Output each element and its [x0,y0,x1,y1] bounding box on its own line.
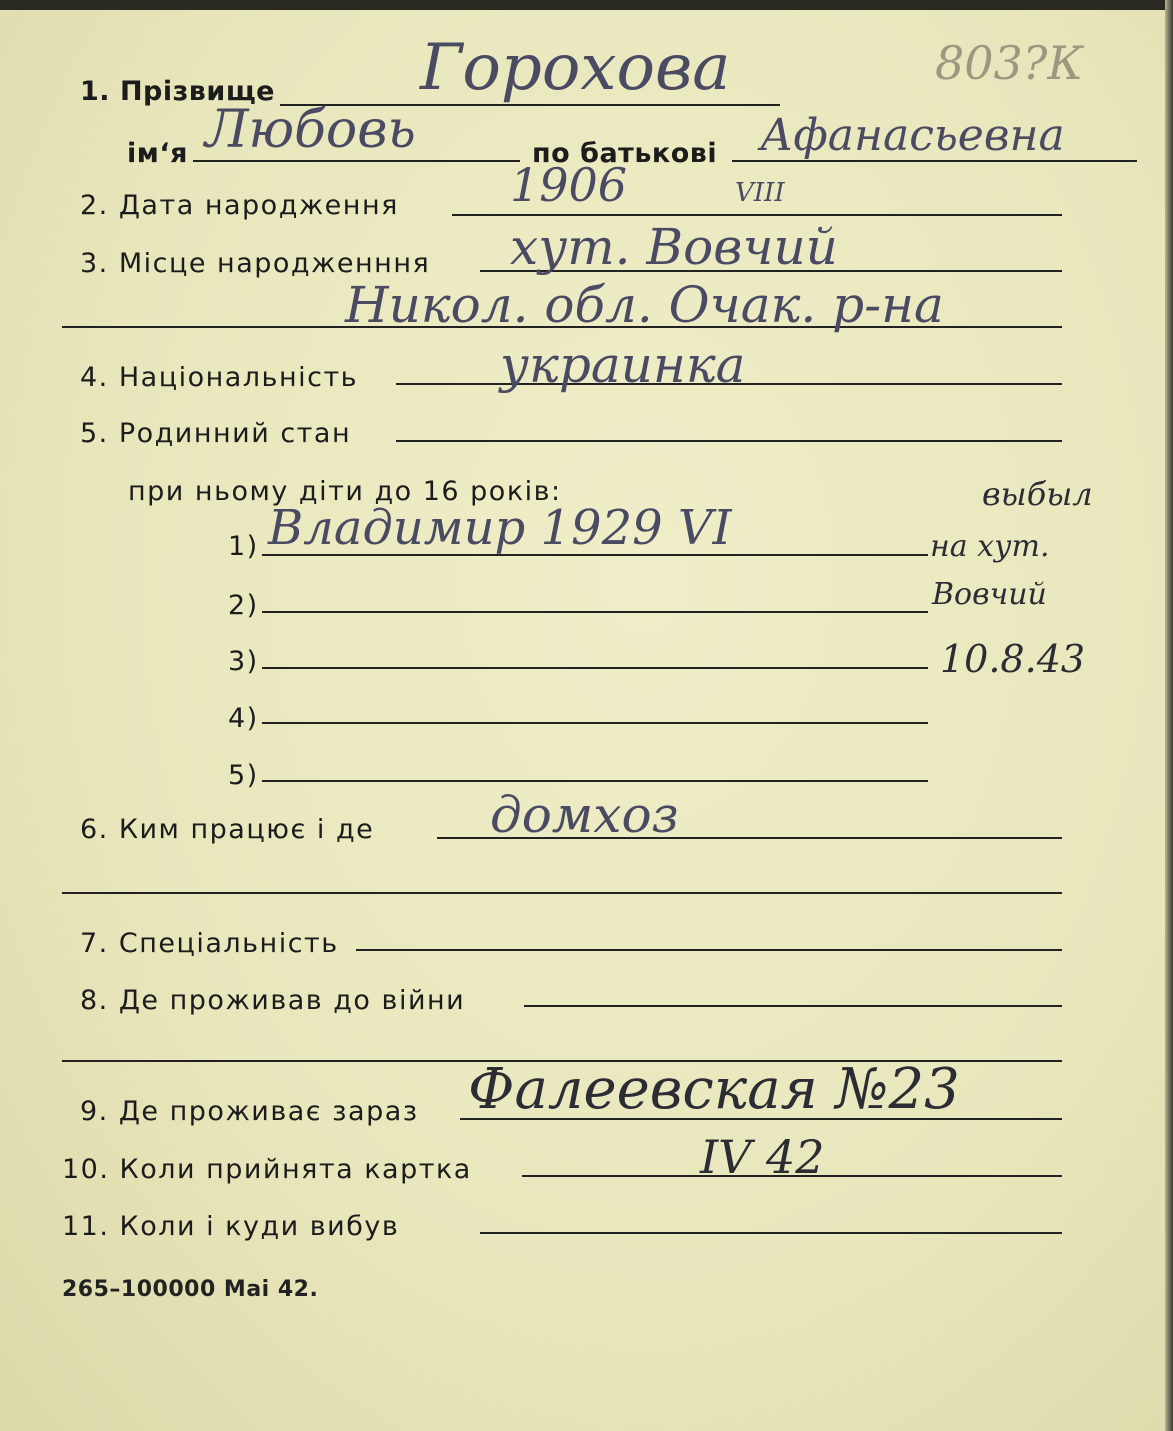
children-label: при ньому діти до 16 років: [128,476,562,507]
patronymic-value: Афанасьевна [760,110,1065,161]
birth-date-line [452,214,1062,216]
side-note-line4: 10.8.43 [940,637,1086,681]
surname-value: Горохова [420,31,731,105]
marital-status-line [396,440,1062,442]
card-number-value: 803?К [935,36,1084,90]
first-name-line [193,160,520,162]
print-footer: 265–100000 Mai 42. [62,1277,319,1302]
surname-label: 1. Прізвище [80,76,275,107]
card-accepted-label: 10. Коли прийнята картка [62,1154,472,1185]
card-top-edge [0,0,1173,10]
child-line-5 [262,780,928,782]
work-value: домхоз [490,786,679,844]
child-line-4 [262,722,928,724]
work-label: 6. Ким працює і де [80,814,375,845]
card-accepted-value: IV 42 [700,1130,825,1184]
birth-date-value: 1906 [510,158,628,212]
child-number-1: 1) [228,531,259,562]
side-note-line1: выбыл [982,475,1093,513]
departure-line [480,1232,1062,1234]
birth-place-value2: Никол. обл. Очак. р-на [345,276,944,334]
birth-month-value: VIII [735,178,785,208]
current-residence-label: 9. Де проживає зараз [80,1096,419,1127]
child1-value: Владимир 1929 VI [268,500,732,556]
side-note-line3: Вовчий [932,577,1047,612]
first-name-label: ім‘я [127,138,188,169]
birth-place-value1: хут. Вовчий [510,218,838,276]
specialty-line [356,949,1062,951]
nationality-value: украинка [500,336,746,394]
child-number-3: 3) [228,646,259,677]
first-name-value: Любовь [205,100,416,160]
birth-place-label: 3. Місце народженння [80,248,431,279]
current-residence-value: Фалеевская №23 [468,1057,960,1122]
child-number-4: 4) [228,703,259,734]
prewar-residence-label: 8. Де проживав до війни [80,985,466,1016]
specialty-label: 7. Спеціальність [80,928,339,959]
child-number-2: 2) [228,590,259,621]
patronymic-label: по батькові [532,138,718,169]
side-note-line2: на хут. [930,529,1050,564]
prewar-residence-line [524,1005,1062,1007]
work-line2 [62,892,1062,894]
child-number-5: 5) [228,760,259,791]
departure-label: 11. Коли і куди вибув [62,1211,400,1242]
marital-status-label: 5. Родинний стан [80,418,352,449]
card-right-edge [1165,0,1173,1431]
child-line-3 [262,667,928,669]
nationality-label: 4. Національність [80,362,359,393]
birth-date-label: 2. Дата народження [80,190,399,221]
child-line-2 [262,611,928,613]
